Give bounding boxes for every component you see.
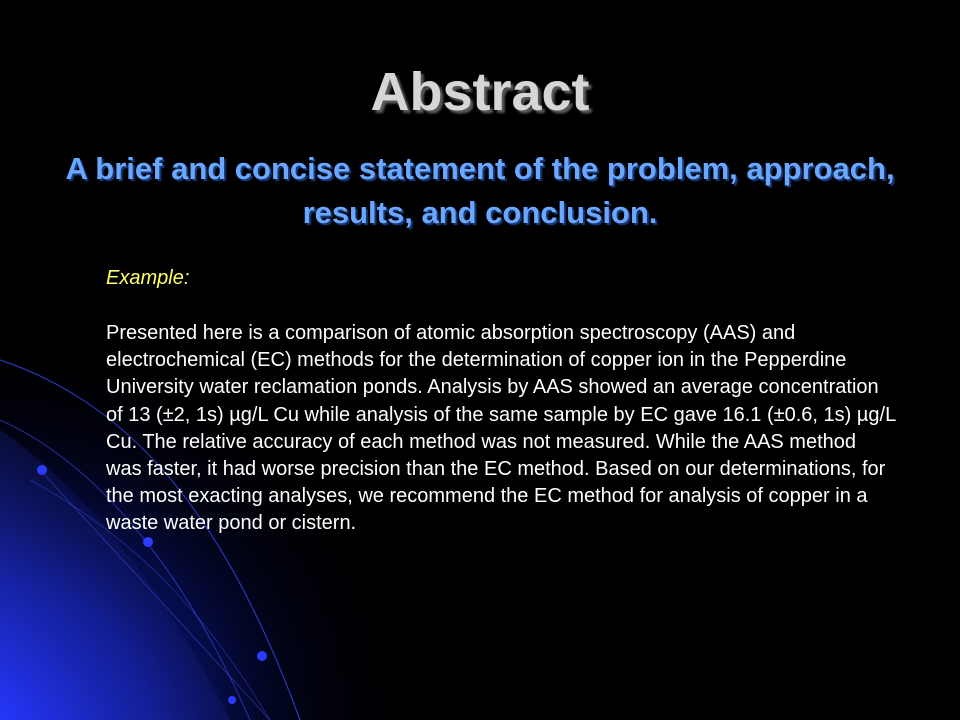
example-label: Example: [106, 267, 190, 289]
dot-1 [37, 465, 47, 475]
dot-2 [143, 537, 153, 547]
abstract-body: Presented here is a comparison of atomic absorption spectroscopy (AAS) and electrochemical (EC) methods for the determination of copper ion in the Pepperdine University water reclamation ponds. Analysis by AAS showed an average concentration of 13 (±2, 1s) µg/L Cu while analysis of the same sample by EC gave 16.1 (±0.6, 1s) µg/L Cu. The relative accuracy of each method was not measured. While the AAS method was faster, it had worse precision than the EC method. Based on our determinations, for the most exacting analyses, we recommend the EC method for analysis of copper in a waste water pond or cistern. [106, 322, 896, 535]
dot-3 [257, 651, 267, 661]
slide-subtitle: A brief and concise statement of the problem, approach, results, and conclusion. [65, 151, 895, 230]
slide-title: Abstract [370, 62, 590, 122]
dot-4 [228, 696, 236, 704]
